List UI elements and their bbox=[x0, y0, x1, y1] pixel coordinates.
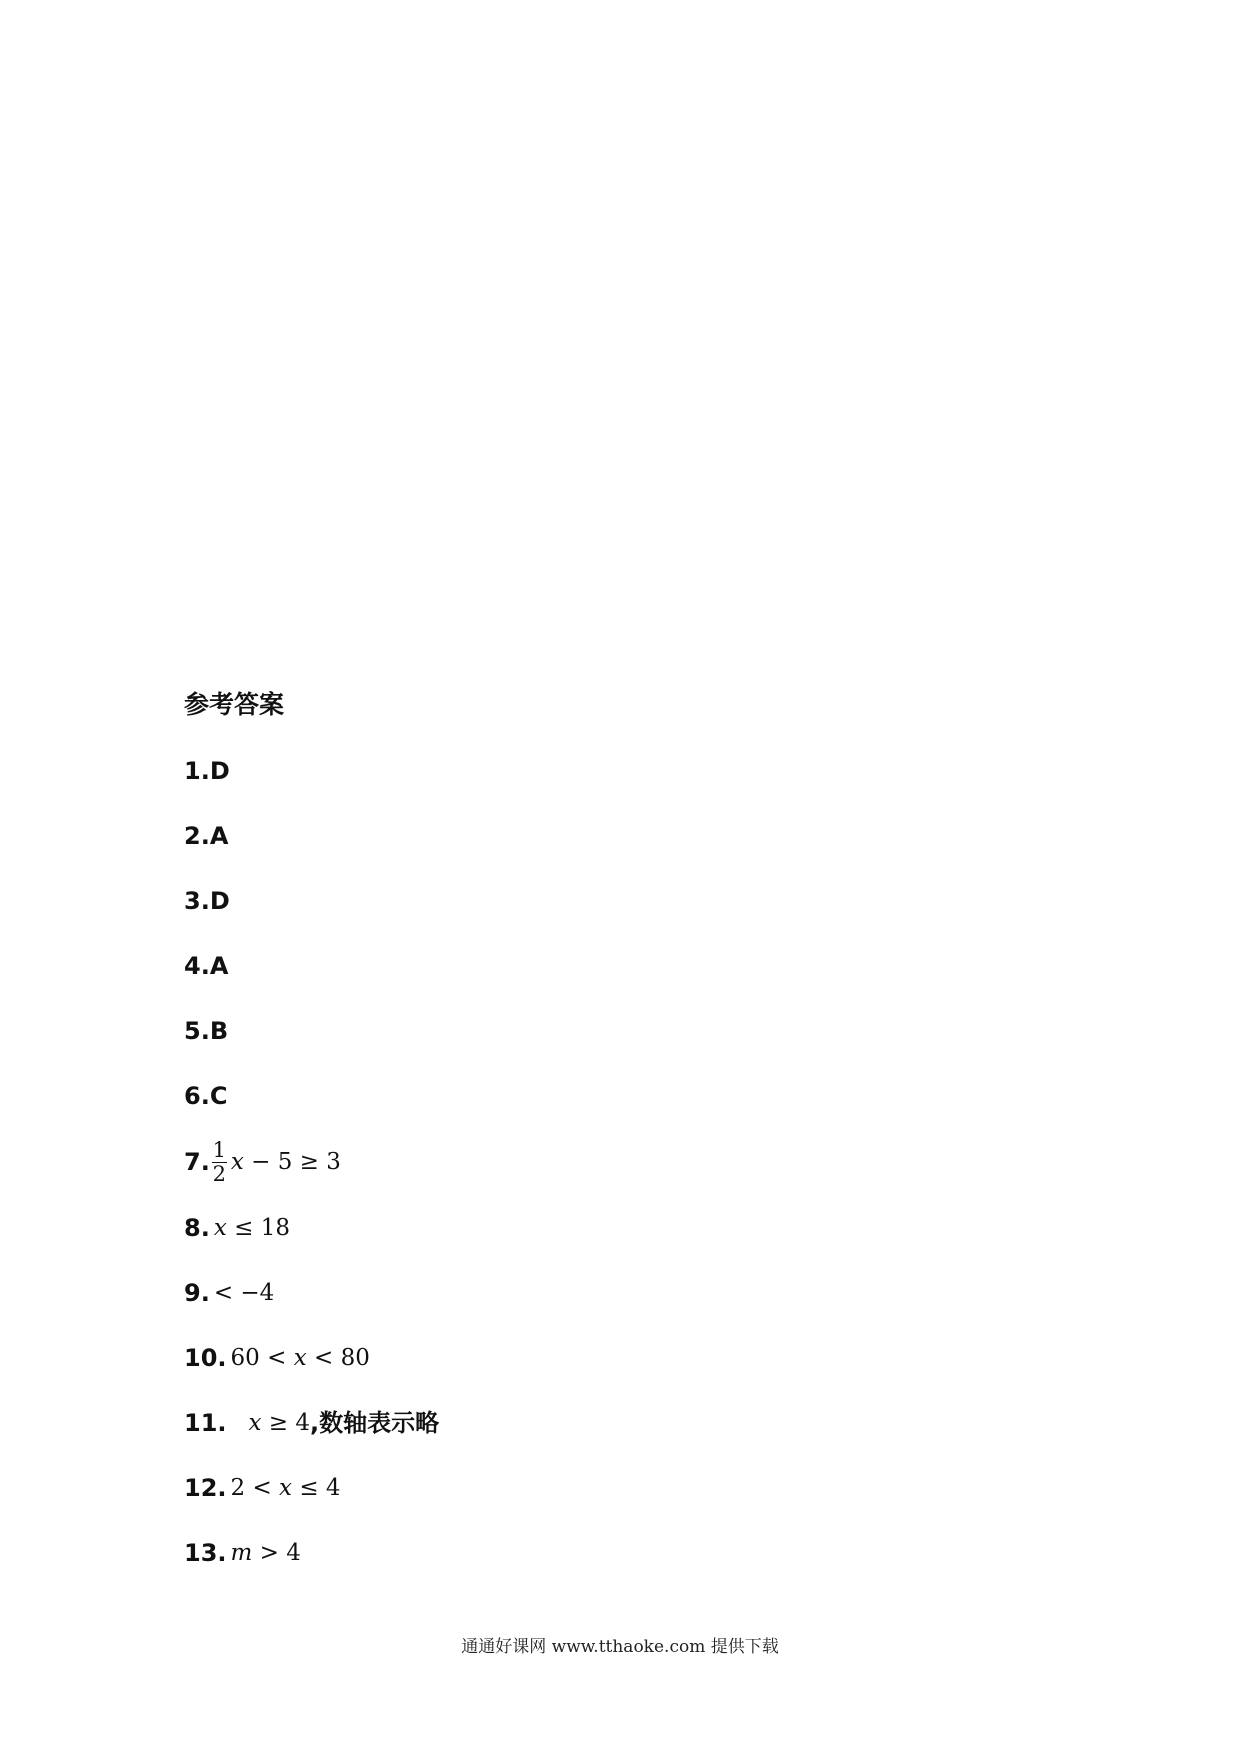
answer-number: 1. bbox=[184, 757, 210, 785]
answer-6 bbox=[184, 1079, 1084, 1113]
answer-number: 11. bbox=[184, 1409, 227, 1437]
answer-key-title: 参考答案 bbox=[184, 690, 285, 719]
answer-number: 3. bbox=[184, 887, 210, 915]
answer-number: 2. bbox=[184, 822, 210, 850]
answer-10 bbox=[184, 1341, 1084, 1375]
fraction-numerator: 1 bbox=[212, 1137, 227, 1162]
variable: m bbox=[230, 1540, 253, 1566]
answer-8 bbox=[184, 1211, 1084, 1245]
answer-note: 数轴表示略 bbox=[319, 1409, 440, 1437]
answer-value: A bbox=[209, 822, 229, 850]
answer-5 bbox=[184, 1014, 1084, 1048]
answer-4 bbox=[184, 949, 1084, 983]
answer-expression bbox=[249, 1406, 311, 1440]
answer-expression bbox=[231, 1341, 370, 1375]
answer-value: D bbox=[209, 887, 230, 915]
answer-3 bbox=[184, 884, 1084, 918]
answer-7 bbox=[184, 1138, 1084, 1186]
answer-number: 8. bbox=[184, 1214, 210, 1242]
answer-1 bbox=[184, 754, 1084, 788]
separator: , bbox=[310, 1409, 320, 1437]
page-footer: 通通好课网 www.tthaoke.com 提供下载 bbox=[461, 1637, 779, 1657]
answer-number: 13. bbox=[184, 1539, 227, 1567]
expression-rest: ≥ 4 bbox=[261, 1410, 311, 1436]
answer-value: B bbox=[209, 1017, 229, 1045]
answer-number: 6. bbox=[184, 1082, 210, 1110]
variable: x bbox=[293, 1345, 307, 1371]
answer-number: 5. bbox=[184, 1017, 210, 1045]
answer-value: D bbox=[209, 757, 230, 785]
answer-13 bbox=[184, 1536, 1084, 1570]
answer-number: 4. bbox=[184, 952, 210, 980]
expression-rest: ≤ 4 bbox=[292, 1475, 341, 1501]
expression-prefix: 2 < bbox=[230, 1475, 280, 1501]
answer-2 bbox=[184, 819, 1084, 853]
answer-11 bbox=[184, 1406, 1084, 1440]
answer-number: 7. bbox=[184, 1148, 210, 1176]
expression-rest: ≤ 18 bbox=[226, 1215, 290, 1241]
fraction-denominator: 2 bbox=[212, 1161, 227, 1186]
answer-expression bbox=[231, 1471, 341, 1505]
answer-number: 9. bbox=[184, 1279, 210, 1307]
answer-number: 12. bbox=[184, 1474, 227, 1502]
fraction bbox=[212, 1139, 227, 1186]
answer-expression: < −4 bbox=[213, 1280, 275, 1306]
expression-rest: > 4 bbox=[252, 1540, 301, 1566]
variable: x bbox=[279, 1475, 293, 1501]
answer-key bbox=[184, 688, 1084, 1601]
answer-value: A bbox=[209, 952, 229, 980]
answer-9 bbox=[184, 1276, 1084, 1310]
answer-expression bbox=[214, 1211, 290, 1245]
answer-expression bbox=[231, 1536, 301, 1570]
expression-rest: < 80 bbox=[306, 1345, 370, 1371]
answer-number: 10. bbox=[184, 1344, 227, 1372]
answer-expression bbox=[231, 1145, 341, 1179]
answer-value: C bbox=[209, 1082, 228, 1110]
expression-prefix: 60 < bbox=[230, 1345, 294, 1371]
variable: x bbox=[248, 1410, 262, 1436]
answer-12 bbox=[184, 1471, 1084, 1505]
variable: x bbox=[213, 1215, 227, 1241]
expression-rest: − 5 ≥ 3 bbox=[251, 1149, 341, 1175]
variable: x bbox=[230, 1149, 244, 1175]
